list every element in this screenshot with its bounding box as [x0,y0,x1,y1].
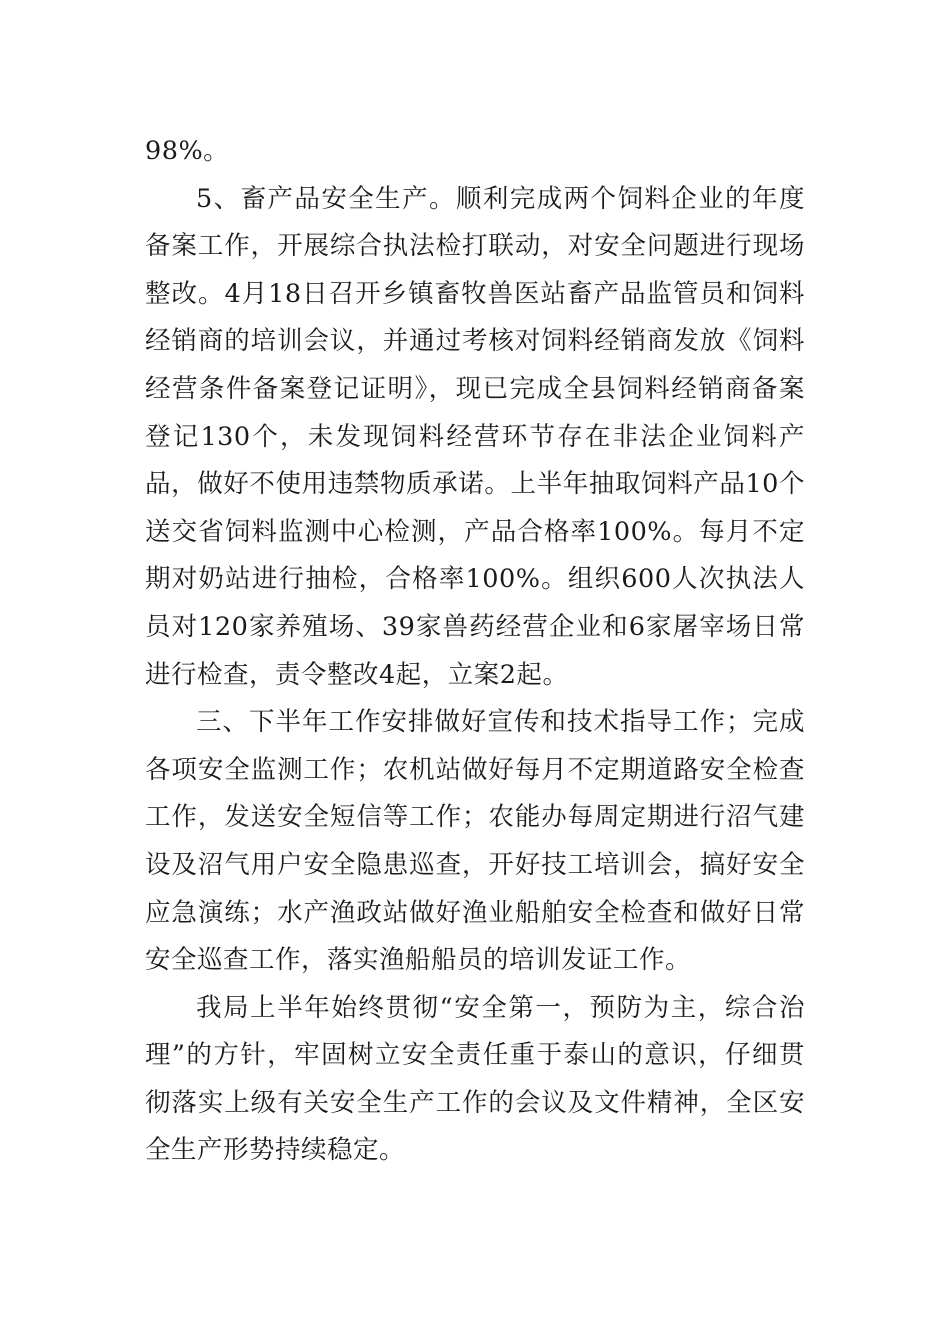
paragraph-second-half-plan: 三、下半年工作安排做好宣传和技术指导工作；完成各项安全监测工作；农机站做好每月不定期道路安全检查工作，发送安全短信等工作；农能办每周定期进行沼气建设及沼气用户安全隐患巡查，开好技工培训会，搞好安全应急演练；水产渔政站做好渔业船舶安全检查和做好日常安全巡查工作，落实渔船船员的培训发证工作。 [145,707,805,976]
document-body [145,128,805,1175]
paragraph-summary: 我局上半年始终贯彻“安全第一，预防为主，综合治理”的方针，牢固树立安全责任重于泰山的意识，仔细贯彻落实上级有关安全生产工作的会议及文件精神，全区安全生产形势持续稳定。 [145,992,805,1166]
paragraph-continuation: 98%。 [145,136,230,166]
paragraph-livestock-safety: 5、畜产品安全生产。顺利完成两个饲料企业的年度备案工作，开展综合执法检打联动，对安全问题进行现场整改。4月18日召开乡镇畜牧兽医站畜产品监管员和饲料经销商的培训会议，并通过考核对饲料经销商发放《饲料经营条件备案登记证明》，现已完成全县饲料经销商备案登记130个，未发现饲料经营环节存在非法企业饲料产品，做好不使用违禁物质承诺。上半年抽取饲料产品10个送交省饲料监测中心检测，产品合格率100%。每月不定期对奶站进行抽检，合格率100%。组织600人次执法人员对120家养殖场、39家兽药经营企业和6家屠宰场日常进行检查，责令整改4起，立案2起。 [145,183,805,690]
